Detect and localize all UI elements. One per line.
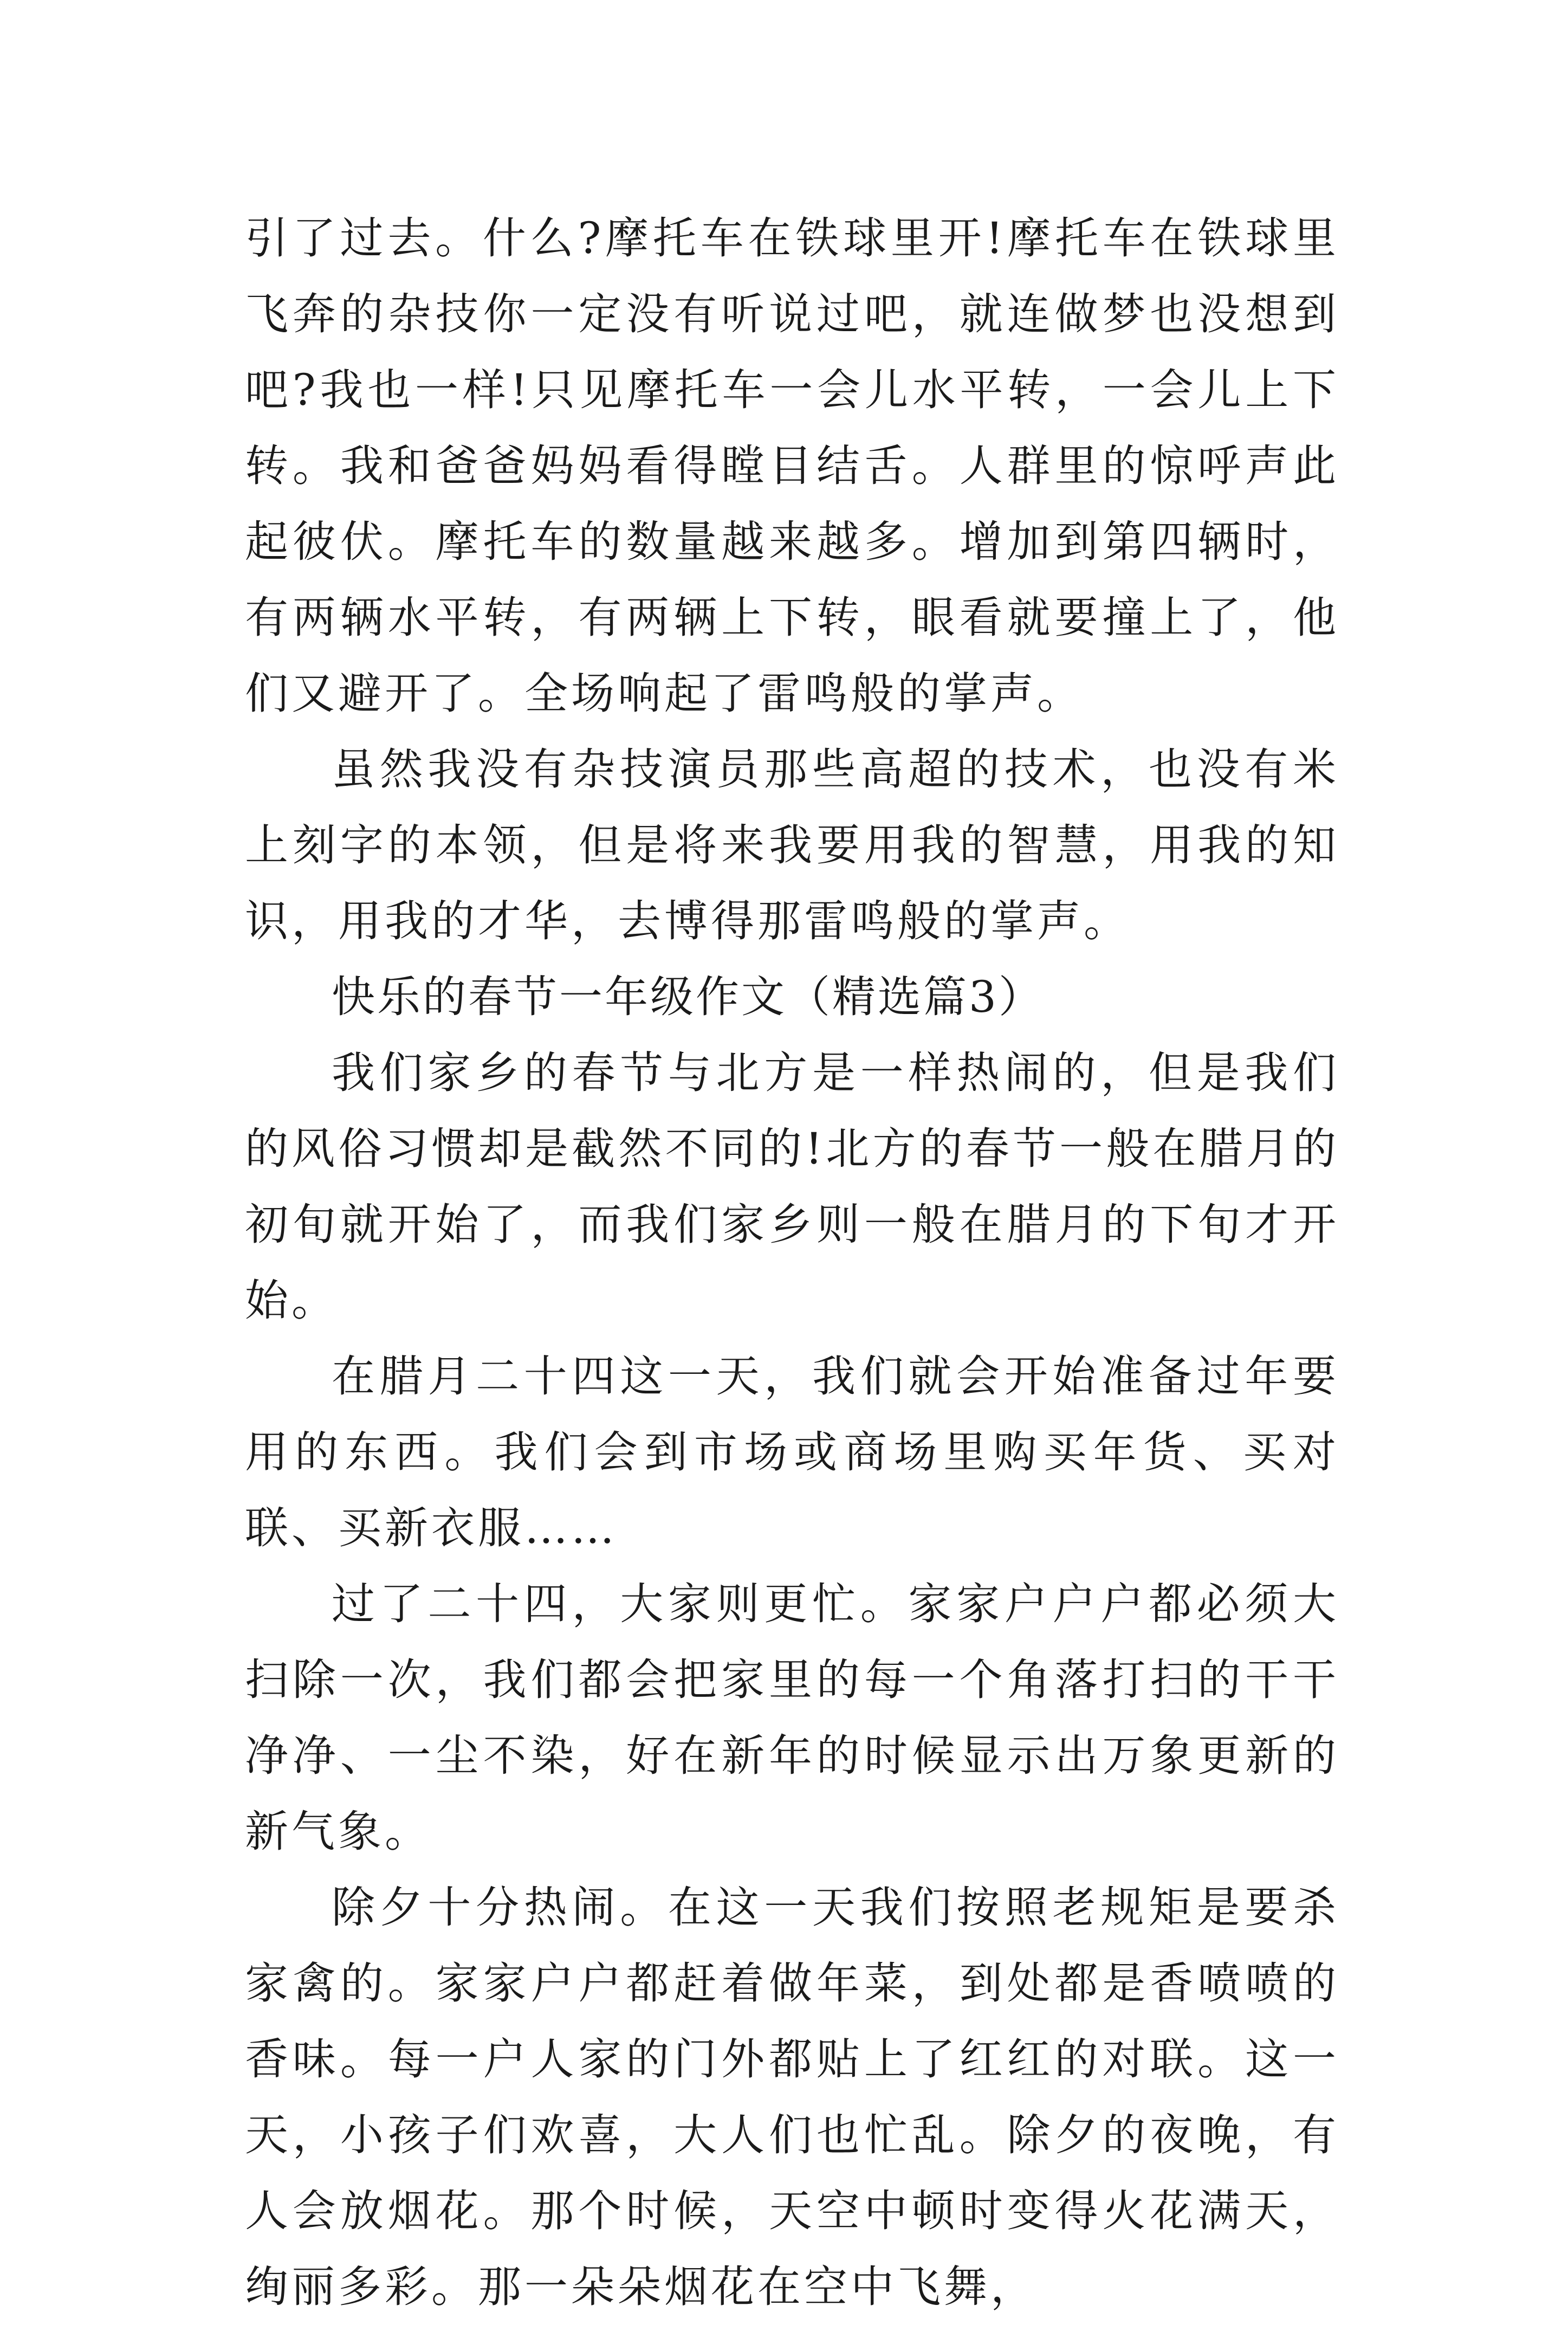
document-body	[245, 201, 1339, 2325]
paragraph-aspiration: 虽然我没有杂技演员那些高超的技术，也没有米上刻字的本领，但是将来我要用我的智慧，用我的知识，用我的才华，去博得那雷鸣般的掌声。	[245, 744, 1339, 946]
section-heading: 快乐的春节一年级作文（精选篇3）	[332, 972, 1044, 1022]
paragraph-preparation: 在腊月二十四这一天，我们就会开始准备过年要用的东西。我们会到市场或商场里购买年货、买对联、买新衣服……	[245, 1351, 1339, 1553]
paragraph-continuation: 引了过去。什么?摩托车在铁球里开!摩托车在铁球里飞奔的杂技你一定没有听说过吧，就连做梦也没想到吧?我也一样!只见摩托车一会儿水平转，一会儿上下转。我和爸爸妈妈看得瞠目结舌。人群里的惊呼声此起彼伏。摩托车的数量越来越多。增加到第四辆时，有两辆水平转，有两辆上下转，眼看就要撞上了，他们又避开了。全场响起了雷鸣般的掌声。	[245, 213, 1339, 719]
paragraph-new-years-eve: 除夕十分热闹。在这一天我们按照老规矩是要杀家禽的。家家户户都赶着做年菜，到处都是香喷喷的香味。每一户人家的门外都贴上了红红的对联。这一天，小孩子们欢喜，大人们也忙乱。除夕的夜晚，有人会放烟花。那个时候，天空中顿时变得火花满天，绚丽多彩。那一朵朵烟花在空中飞舞，	[245, 1882, 1339, 2312]
paragraph-customs: 我们家乡的春节与北方是一样热闹的，但是我们的风俗习惯却是截然不同的!北方的春节一般在腊月的初旬就开始了，而我们家乡则一般在腊月的下旬才开始。	[245, 1048, 1339, 1326]
paragraph-cleaning: 过了二十四，大家则更忙。家家户户户都必须大扫除一次，我们都会把家里的每一个角落打扫的干干净净、一尘不染，好在新年的时候显示出万象更新的新气象。	[245, 1579, 1339, 1857]
